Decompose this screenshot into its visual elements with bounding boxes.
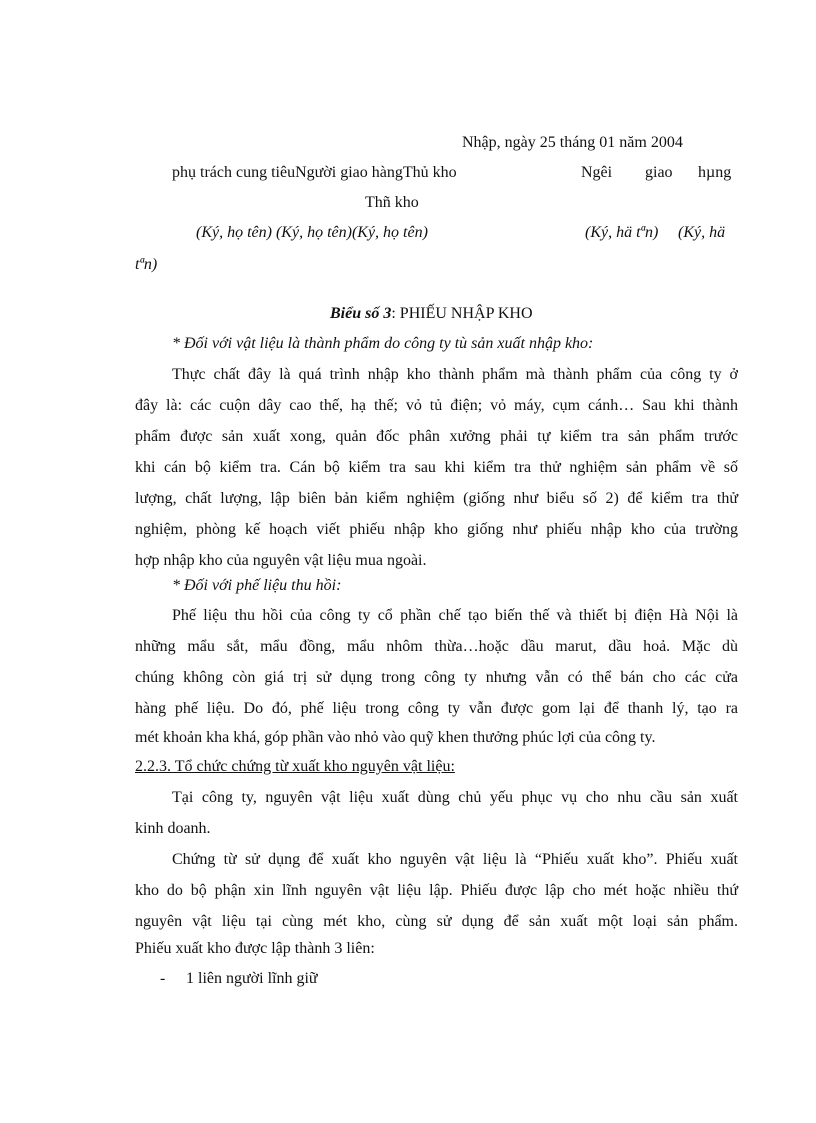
signature-right-1: (Ký, hä tªn) xyxy=(585,224,659,241)
section1-line: khi cán bộ kiểm tra. Cán bộ kiểm tra sau khi kiểm tra thử nghiệm sản phẩm về số xyxy=(135,459,738,476)
signature-right-3: tªn) xyxy=(135,256,158,273)
section2-line: hàng phế liệu. Do đó, phế liệu trong công ty vẫn được gom lại để thanh lý, tạo ra xyxy=(135,700,738,717)
roles-right-word-2: giao xyxy=(645,164,673,181)
section1-line: hợp nhập kho của nguyên vật liệu mua ngoài. xyxy=(135,552,427,569)
form-title-label: Biểu số 3 xyxy=(330,305,392,322)
section1-line: nghiệm, phòng kế hoạch viết phiếu nhập kho giống như phiếu nhập kho của trường xyxy=(135,521,738,538)
section3-heading: 2.2.3. Tổ chức chứng từ xuất kho nguyên vật liệu: xyxy=(135,758,455,775)
roles-right-word-1: Ngêi xyxy=(581,164,613,181)
section3-para2-line: Chứng từ sử dụng để xuất kho nguyên vật liệu là “Phiếu xuất kho”. Phiếu xuất xyxy=(172,851,738,868)
section3-para1-line: kinh doanh. xyxy=(135,820,211,837)
section2-line: mét khoản kha khá, góp phần vào nhỏ vào quỹ khen thưởng phúc lợi của công ty. xyxy=(135,729,656,746)
section3-para1-line: Tại công ty, nguyên vật liệu xuất dùng chủ yếu phục vụ cho nhu cầu sản xuất xyxy=(172,789,738,806)
section1-heading: * Đối với vật liệu là thành phẩm do công ty tù sản xuất nhập kho: xyxy=(172,335,594,352)
bullet-item: 1 liên người lĩnh giữ xyxy=(186,970,318,987)
section1-line: Thực chất đây là quá trình nhập kho thành phẩm mà thành phẩm của công ty ở xyxy=(172,366,738,383)
section2-line: những mẩu sắt, mẩu đồng, mẩu nhôm thừa…hoặc dầu marut, dầu hoả. Mặc dù xyxy=(135,638,738,655)
bullet-marker: - xyxy=(160,970,166,987)
section3-para2-line: kho do bộ phận xin lĩnh nguyên vật liệu lập. Phiếu được lập cho mét hoặc nhiều thứ xyxy=(135,882,738,899)
roles-left: phụ trách cung tiêuNgười giao hàngThủ kho xyxy=(172,164,457,181)
form-title-text: : PHIẾU NHẬP KHO xyxy=(391,305,533,322)
signature-right-2: (Ký, hä xyxy=(678,224,726,241)
form-title xyxy=(330,305,533,323)
section2-line: Phế liệu thu hồi của công ty cổ phần chế tạo biến thế và thiết bị điện Hà Nội là xyxy=(172,607,738,624)
signature-left: (Ký, họ tên) (Ký, họ tên)(Ký, họ tên) xyxy=(196,224,428,241)
roles-thu-kho: Thñ kho xyxy=(365,194,419,211)
roles-right-word-3: hµng xyxy=(698,164,732,181)
section2-heading: * Đối với phế liệu thu hồi: xyxy=(172,577,342,594)
section3-para2-line: nguyên vật liệu tại cùng mét kho, cùng sử dụng để sản xuất một loại sản phẩm. xyxy=(135,913,738,930)
section2-line: chúng không còn giá trị sử dụng trong công ty nhưng vẫn có thể bán cho các cửa xyxy=(135,669,738,686)
section1-line: lượng, chất lượng, lập biên bản kiểm nghiệm (giống như biểu số 2) để kiểm tra thử xyxy=(135,490,738,507)
date-line: Nhập, ngày 25 tháng 01 năm 2004 xyxy=(462,134,683,151)
section3-para2-line: Phiếu xuất kho được lập thành 3 liên: xyxy=(135,940,375,957)
section1-line: phẩm được sản xuất xong, quản đốc phân xưởng phải tự kiểm tra sản phẩm trước xyxy=(135,428,738,445)
section1-line: đây là: các cuộn dây cao thế, hạ thế; vỏ tủ điện; vỏ máy, cụm cánh… Sau khi thành xyxy=(135,397,738,414)
